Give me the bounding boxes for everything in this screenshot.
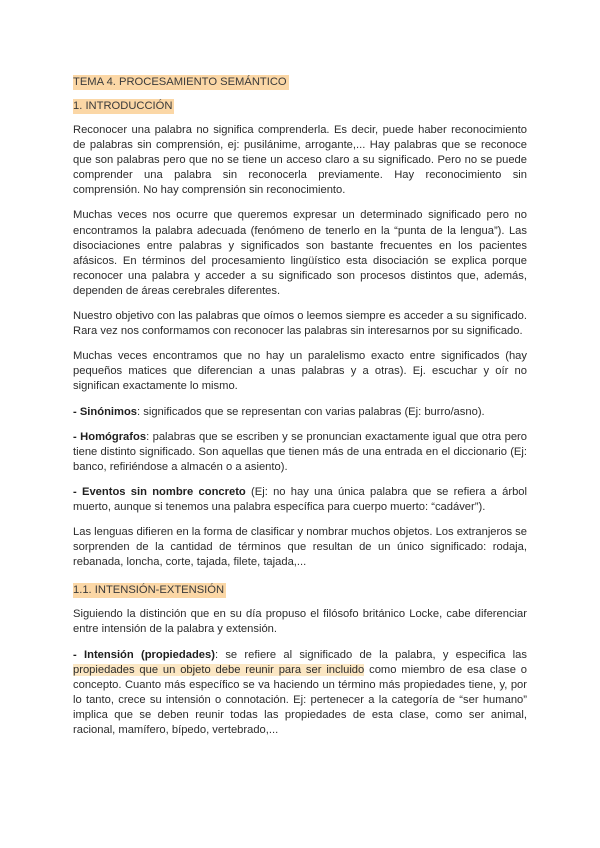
document-title: TEMA 4. PROCESAMIENTO SEMÁNTICO (73, 76, 287, 88)
paragraph-objetivo: Nuestro objetivo con las palabras que oímos o leemos siempre es acceder a su significado. Rara vez nos conformamos con reconocer las palabras sin interesarnos por su significado. (73, 310, 527, 338)
definition-homografos-term: Homógrafos (80, 430, 147, 443)
definition-eventos-text: (Ej: no hay una única palabra que se refiera a árbol muerto, aunque si tenemos una palabra específica para cuerpo muerto: “cadáver”). (73, 485, 527, 513)
section-heading-introduccion: 1. INTRODUCCIÓN (73, 100, 173, 112)
paragraph-paralelismo: Muchas veces encontramos que no hay un paralelismo exacto entre significados (hay pequeños matices que diferencian a unas palabras y a otras). Ej. escuchar y oír no significan exactamente lo mismo. (73, 350, 527, 393)
paragraph-reconocer: Reconocer una palabra no significa comprenderla. Es decir, puede haber reconocimiento de palabras sin comprensión, ej: pusilánime, arrogante,... Hay palabras que se reconoce que son palabras pero que no se tiene un acceso claro a su significado. Pero no se puede comprender una palabra sin reconocerla previamente. Hay reconocimiento sin comprensión. No hay comprensión sin reconocimiento. (73, 124, 527, 197)
definition-sinonimos (73, 405, 527, 420)
definition-intension-prefix: - (73, 648, 84, 661)
section-heading-intension-extension: 1.1. INTENSIÓN-EXTENSIÓN (73, 584, 225, 597)
paragraph-punta-lengua: Muchas veces nos ocurre que queremos expresar un determinado significado pero no encontramos la palabra adecuada (fenómeno de tenerlo en la “punta de la lengua”). Las disociaciones entre palabras y significados son bastante frecuentes en los pacientes afásicos. En términos del procesamiento lingüístico esta disociación se explica porque reconocer una palabra y acceder a su significado son procesos distintos que, además, dependen de áreas cerebrales diferentes. (73, 209, 527, 297)
definition-eventos (73, 485, 527, 515)
definition-homografos-prefix: - (73, 430, 81, 443)
definition-sinonimos-term: Sinónimos (79, 405, 138, 418)
definition-intension (73, 648, 527, 739)
definition-sinonimos-text: : significados que se representan con varias palabras (Ej: burro/asno). (137, 405, 485, 418)
definition-eventos-prefix: - (73, 485, 82, 498)
paragraph-locke: Siguiendo la distinción que en su día propuso el filósofo británico Locke, cabe diferenciar entre intensión de la palabra y extensión. (73, 608, 527, 636)
section-heading-row (73, 96, 527, 114)
definition-homografos (73, 430, 527, 475)
definition-eventos-term: Eventos sin nombre concreto (82, 485, 246, 498)
highlighted-text: propiedades que un objeto debe reunir para ser incluido (73, 663, 365, 676)
paragraph-lenguas: Las lenguas difieren en la forma de clasificar y nombrar muchos objetos. Los extranjeros se sorprenden de la cantidad de términos que resultan de un único significado: rodaja, rebanada, loncha, corte, tajada, filete, tajada,... (73, 526, 527, 569)
definition-intension-term: Intensión (propiedades) (84, 648, 215, 661)
definition-intension-text-b: como miembro de esa clase o concepto. Cuanto más específico se va haciendo un término más propiedades tiene, y, por lo tanto, crece su intensión o connotación. Ej: pertenecer a la categoría de “ser humano” implica que se deben reunir todas las propiedades de esta clase, como ser animal, racional, mamífero, bípedo, vertebrado,... (73, 663, 528, 736)
definition-homografos-text: : palabras que se escriben y se pronuncian exactamente igual que otra pero tiene distinto significado. Son aquellas que tienen más de una entrada en el diccionario (Ej: banco, refiriéndose a almacén o a asiento). (73, 430, 527, 473)
title-row (73, 72, 527, 90)
definition-sinonimos-prefix: - (73, 405, 80, 418)
subsection-heading-row (73, 580, 527, 598)
definition-intension-text-a: : se refiere al significado de la palabra, y especifica las (214, 648, 527, 661)
